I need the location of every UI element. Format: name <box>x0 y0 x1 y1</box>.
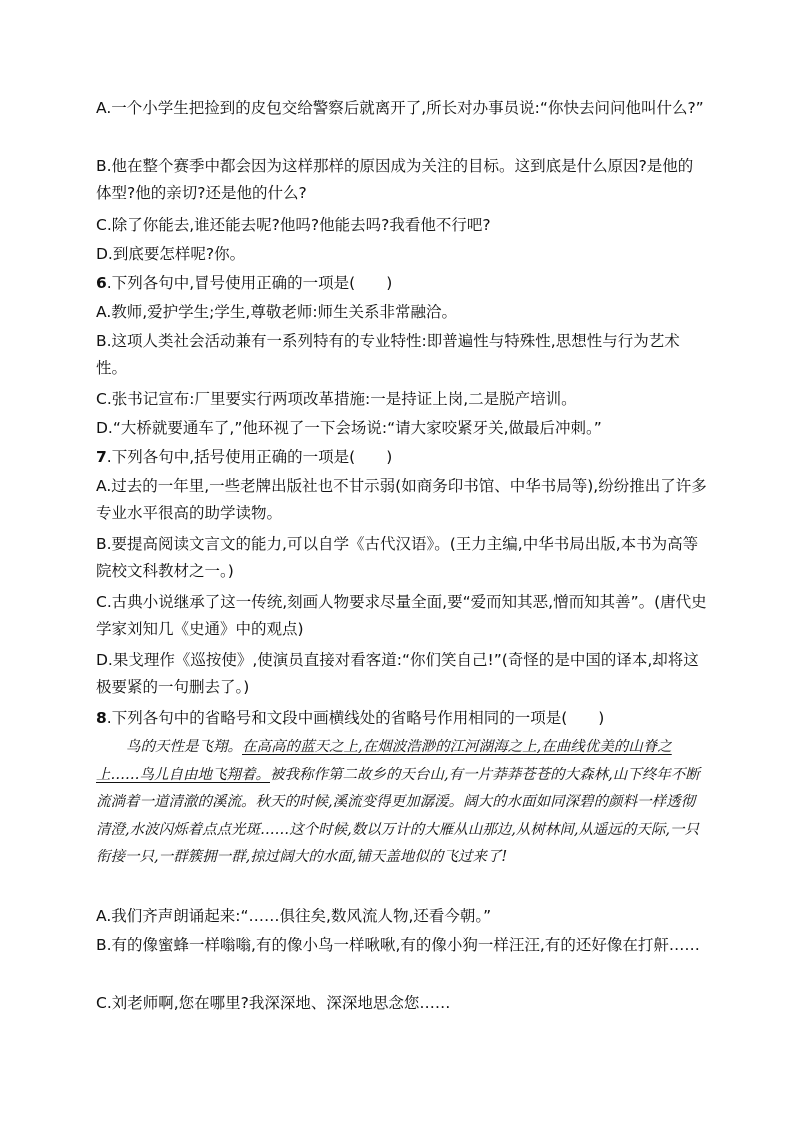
q8-passage <box>96 734 708 872</box>
q8-option-c: C.刘老师啊,您在哪里?我深深地、深深地思念您…… <box>96 994 451 1012</box>
q5-option-c: C.除了你能去,谁还能去呢?他吗?他能去吗?我看他不行吧? <box>96 216 491 234</box>
q8-option-a: A.我们齐声朗诵起来:“……俱往矣,数风流人物,还看今朝。” <box>96 907 492 925</box>
q5-option-d: D.到底要怎样呢?你。 <box>96 245 246 263</box>
q6-stem-text: .下列各句中,冒号使用正确的一项是( ) <box>106 274 393 292</box>
q6-stem <box>96 270 708 297</box>
q6-option-b: B.这项人类社会活动兼有一系列特有的专业特性:即普遍性与特殊性,思想性与行为艺术性。 <box>96 332 680 377</box>
passage-rest: 被我称作第二故乡的天台山,有一片莽莽苍苍的大森林,山下终年不断流淌着一道清澈的溪流。秋天的时候,溪流变得更加潺湲。阔大的水面如同深碧的颜料一样透彻清澄,水波闪烁着点点光斑……这个时候,数以万计的大雁从山那边,从树林间,从遥远的天际,一只衔接一只,一群簇拥一群,掠过阔大的水面,铺天盖地似的飞过来了! <box>96 766 700 865</box>
q7-stem-text: .下列各句中,括号使用正确的一项是( ) <box>106 448 393 466</box>
passage-opening: 鸟的天性是飞翔。 <box>126 739 242 755</box>
q7-option-b: B.要提高阅读文言文的能力,可以自学《古代汉语》。(王力主编,中华书局出版,本书为高等院校文科教材之一。) <box>96 535 699 580</box>
q6-option-c: C.张书记宣布:厂里要实行两项改革措施:一是持证上岗,二是脱产培训。 <box>96 390 577 408</box>
q8-number: 8 <box>96 709 107 727</box>
passage-underlined: 在高高的蓝天之上,在烟波浩渺的江河湖海之上,在曲线优美的山脊之上……鸟儿自由地飞翔着。 <box>96 739 672 783</box>
q7-option-a: A.过去的一年里,一些老牌出版社也不甘示弱(如商务印书馆、中华书局等),纷纷推出了许多专业水平很高的助学读物。 <box>96 477 707 522</box>
q7-option-c: C.古典小说继承了这一传统,刻画人物要求尽量全面,要“爱而知其恶,憎而知其善”。(唐代史学家刘知几《史通》中的观点) <box>96 593 707 638</box>
q5-option-a: A.一个小学生把捡到的皮包交给警察后就离开了,所长对办事员说:“你快去问问他叫什么?” <box>96 99 704 117</box>
q6-option-d: D.“大桥就要通车了,”他环视了一下会场说:“请大家咬紧牙关,做最后冲刺。” <box>96 419 602 437</box>
q7-number: 7 <box>96 448 107 466</box>
q8-stem-text: .下列各句中的省略号和文段中画横线处的省略号作用相同的一项是( ) <box>106 709 605 727</box>
q8-stem <box>96 705 708 732</box>
q7-option-d: D.果戈理作《巡按使》,使演员直接对看客道:“你们笑自己!”(奇怪的是中国的译本,却将这极要紧的一句删去了。) <box>96 651 699 696</box>
q6-option-a: A.教师,爱护学生;学生,尊敬老师:师生关系非常融洽。 <box>96 303 458 321</box>
q7-stem <box>96 444 708 471</box>
q5-option-b: B.他在整个赛季中都会因为这样那样的原因成为关注的目标。这到底是什么原因?是他的体型?他的亲切?还是他的什么? <box>96 157 694 202</box>
q8-option-b: B.有的像蜜蜂一样嗡嗡,有的像小鸟一样啾啾,有的像小狗一样汪汪,有的还好像在打鼾…… <box>96 936 700 954</box>
q6-number: 6 <box>96 274 107 292</box>
